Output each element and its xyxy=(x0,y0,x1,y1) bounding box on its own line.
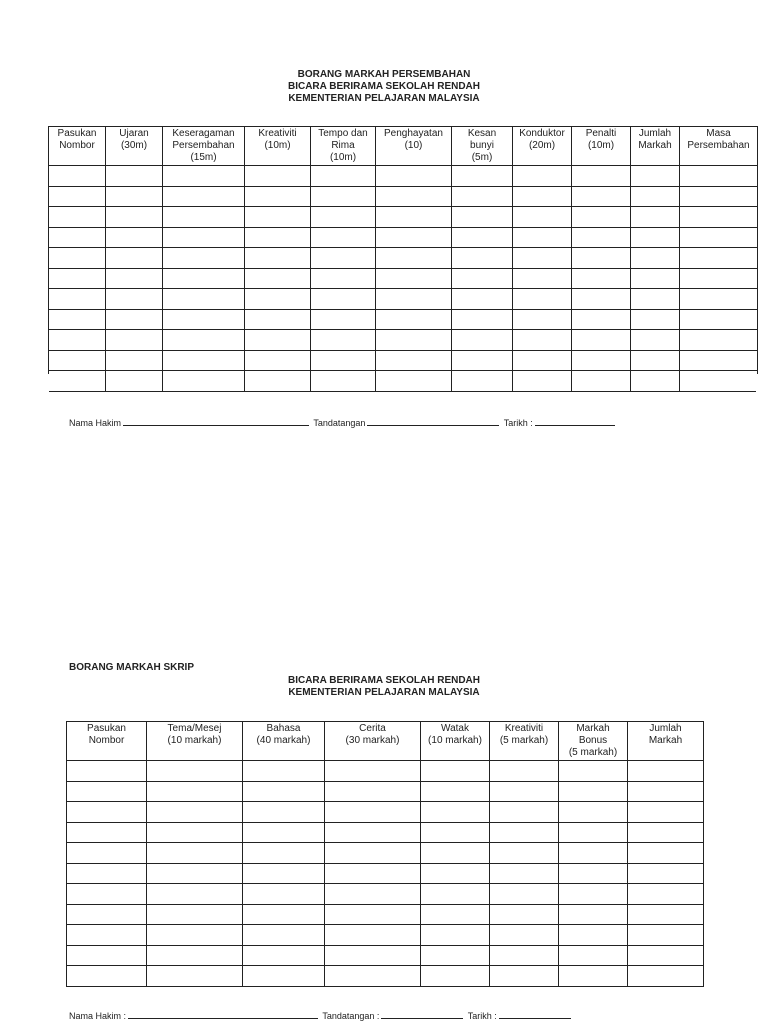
score-cell[interactable] xyxy=(325,802,421,823)
score-cell[interactable] xyxy=(49,186,106,207)
score-cell[interactable] xyxy=(49,350,106,371)
score-cell[interactable] xyxy=(243,904,325,925)
score-cell[interactable] xyxy=(311,248,376,269)
col-header-kreativiti: Kreativiti (10m) xyxy=(245,127,311,166)
table-row xyxy=(67,822,704,843)
score-cell[interactable] xyxy=(376,227,452,248)
score-cell[interactable] xyxy=(490,822,559,843)
score-cell[interactable] xyxy=(245,166,311,187)
score-cell[interactable] xyxy=(243,945,325,966)
score-cell[interactable] xyxy=(311,227,376,248)
table-row xyxy=(67,863,704,884)
score-cell[interactable] xyxy=(421,781,490,802)
score-cell[interactable] xyxy=(67,781,147,802)
score-cell[interactable] xyxy=(421,761,490,782)
score-cell[interactable] xyxy=(421,863,490,884)
nama-hakim-label: Nama Hakim xyxy=(69,418,122,428)
score-cell[interactable] xyxy=(147,966,243,987)
score-cell[interactable] xyxy=(67,761,147,782)
score-cell[interactable] xyxy=(49,227,106,248)
score-cell[interactable] xyxy=(452,289,513,310)
score-cell[interactable] xyxy=(631,207,680,228)
score-cell[interactable] xyxy=(49,371,106,392)
score-cell[interactable] xyxy=(325,822,421,843)
score-cell[interactable] xyxy=(559,884,628,905)
score-cell[interactable] xyxy=(513,227,572,248)
table-header-row xyxy=(49,127,758,166)
score-cell[interactable] xyxy=(311,350,376,371)
score-cell[interactable] xyxy=(490,884,559,905)
col-header-ujaran: Ujaran (30m) xyxy=(106,127,163,166)
score-cell[interactable] xyxy=(452,330,513,351)
score-cell[interactable] xyxy=(325,884,421,905)
score-cell[interactable] xyxy=(513,248,572,269)
score-cell[interactable] xyxy=(163,289,245,310)
score-cell[interactable] xyxy=(376,371,452,392)
score-cell[interactable] xyxy=(243,822,325,843)
col-header-kreativiti: Kreativiti (5 markah) xyxy=(490,722,559,761)
score-cell[interactable] xyxy=(245,268,311,289)
score-cell[interactable] xyxy=(163,166,245,187)
form2-signature-line xyxy=(69,1010,573,1021)
score-cell[interactable] xyxy=(513,166,572,187)
score-cell[interactable] xyxy=(680,350,758,371)
score-cell[interactable] xyxy=(572,289,631,310)
score-cell[interactable] xyxy=(490,925,559,946)
score-cell[interactable] xyxy=(376,186,452,207)
col-header-tempo-dan-rima: Tempo dan Rima (10m) xyxy=(311,127,376,166)
score-cell[interactable] xyxy=(67,822,147,843)
table-row xyxy=(49,166,758,187)
score-cell[interactable] xyxy=(490,761,559,782)
score-cell[interactable] xyxy=(452,248,513,269)
col-header-keseragaman: Keseragaman Persembahan (15m) xyxy=(163,127,245,166)
score-cell[interactable] xyxy=(490,843,559,864)
score-cell[interactable] xyxy=(106,309,163,330)
score-cell[interactable] xyxy=(572,207,631,228)
nama-hakim-field[interactable] xyxy=(128,1010,318,1019)
score-cell[interactable] xyxy=(163,207,245,228)
score-cell[interactable] xyxy=(490,945,559,966)
score-cell[interactable] xyxy=(243,802,325,823)
score-cell[interactable] xyxy=(631,268,680,289)
score-cell[interactable] xyxy=(147,904,243,925)
table-header-row xyxy=(67,722,704,761)
score-cell[interactable] xyxy=(67,904,147,925)
score-cell[interactable] xyxy=(49,207,106,228)
score-cell[interactable] xyxy=(559,802,628,823)
table-row xyxy=(49,268,758,289)
score-cell[interactable] xyxy=(559,843,628,864)
score-cell[interactable] xyxy=(49,248,106,269)
score-cell[interactable] xyxy=(490,904,559,925)
table-row xyxy=(67,781,704,802)
score-cell[interactable] xyxy=(245,227,311,248)
score-cell[interactable] xyxy=(245,371,311,392)
score-cell[interactable] xyxy=(628,863,704,884)
score-cell[interactable] xyxy=(147,802,243,823)
score-cell[interactable] xyxy=(421,822,490,843)
score-cell[interactable] xyxy=(628,904,704,925)
score-cell[interactable] xyxy=(245,309,311,330)
table-row xyxy=(67,904,704,925)
score-cell[interactable] xyxy=(680,289,758,310)
score-cell[interactable] xyxy=(67,925,147,946)
score-cell[interactable] xyxy=(421,843,490,864)
score-cell[interactable] xyxy=(245,330,311,351)
table-row xyxy=(49,248,758,269)
table-row xyxy=(49,227,758,248)
tandatangan-field[interactable] xyxy=(381,1010,463,1019)
persembahan-score-table xyxy=(48,126,758,392)
form2-title xyxy=(0,675,768,699)
score-cell[interactable] xyxy=(631,227,680,248)
score-cell[interactable] xyxy=(163,268,245,289)
score-cell[interactable] xyxy=(106,207,163,228)
score-cell[interactable] xyxy=(163,309,245,330)
score-cell[interactable] xyxy=(147,863,243,884)
score-cell[interactable] xyxy=(452,166,513,187)
table-row xyxy=(49,350,758,371)
score-cell[interactable] xyxy=(631,248,680,269)
score-cell[interactable] xyxy=(513,268,572,289)
score-cell[interactable] xyxy=(67,863,147,884)
score-cell[interactable] xyxy=(421,966,490,987)
col-header-watak: Watak (10 markah) xyxy=(421,722,490,761)
score-cell[interactable] xyxy=(680,268,758,289)
score-cell[interactable] xyxy=(243,761,325,782)
score-cell[interactable] xyxy=(106,289,163,310)
score-cell[interactable] xyxy=(325,966,421,987)
score-cell[interactable] xyxy=(421,945,490,966)
score-cell[interactable] xyxy=(680,166,758,187)
score-cell[interactable] xyxy=(243,966,325,987)
score-cell[interactable] xyxy=(680,227,758,248)
score-cell[interactable] xyxy=(163,330,245,351)
score-cell[interactable] xyxy=(680,371,758,392)
score-cell[interactable] xyxy=(376,268,452,289)
tarikh-label: Tarikh : xyxy=(467,1011,497,1021)
score-cell[interactable] xyxy=(311,330,376,351)
skrip-score-table xyxy=(66,721,704,987)
score-cell[interactable] xyxy=(147,822,243,843)
score-cell[interactable] xyxy=(67,802,147,823)
form1-title xyxy=(0,69,768,105)
table-row xyxy=(49,289,758,310)
score-cell[interactable] xyxy=(106,371,163,392)
score-cell[interactable] xyxy=(311,268,376,289)
score-cell[interactable] xyxy=(559,863,628,884)
score-cell[interactable] xyxy=(163,350,245,371)
score-cell[interactable] xyxy=(680,248,758,269)
score-cell[interactable] xyxy=(49,330,106,351)
tandatangan-field[interactable] xyxy=(367,417,499,426)
table-row xyxy=(49,371,758,392)
score-cell[interactable] xyxy=(559,925,628,946)
score-cell[interactable] xyxy=(67,843,147,864)
table1-right-edge-gap xyxy=(756,374,758,395)
score-cell[interactable] xyxy=(245,248,311,269)
score-cell[interactable] xyxy=(376,166,452,187)
score-cell[interactable] xyxy=(513,350,572,371)
col-header-bahasa: Bahasa (40 markah) xyxy=(243,722,325,761)
score-cell[interactable] xyxy=(513,289,572,310)
col-header-masa-persembahan: Masa Persembahan xyxy=(680,127,758,166)
score-cell[interactable] xyxy=(243,843,325,864)
col-header-jumlah-markah: Jumlah Markah xyxy=(628,722,704,761)
score-cell[interactable] xyxy=(49,289,106,310)
score-cell[interactable] xyxy=(147,945,243,966)
score-cell[interactable] xyxy=(572,227,631,248)
score-cell[interactable] xyxy=(572,268,631,289)
table-row xyxy=(67,966,704,987)
score-cell[interactable] xyxy=(106,186,163,207)
score-cell[interactable] xyxy=(490,781,559,802)
score-cell[interactable] xyxy=(245,289,311,310)
score-cell[interactable] xyxy=(245,186,311,207)
score-cell[interactable] xyxy=(147,884,243,905)
col-header-markah-bonus: Markah Bonus (5 markah) xyxy=(559,722,628,761)
score-cell[interactable] xyxy=(147,761,243,782)
score-cell[interactable] xyxy=(572,309,631,330)
score-cell[interactable] xyxy=(680,207,758,228)
score-cell[interactable] xyxy=(311,289,376,310)
table-row xyxy=(67,761,704,782)
score-cell[interactable] xyxy=(572,330,631,351)
score-cell[interactable] xyxy=(67,966,147,987)
nama-hakim-label: Nama Hakim : xyxy=(69,1011,127,1021)
table-row xyxy=(49,330,758,351)
score-cell[interactable] xyxy=(559,904,628,925)
form2-left-heading: BORANG MARKAH SKRIP xyxy=(69,662,194,673)
score-cell[interactable] xyxy=(243,884,325,905)
score-cell[interactable] xyxy=(631,186,680,207)
col-header-jumlah-markah: Jumlah Markah xyxy=(631,127,680,166)
score-cell[interactable] xyxy=(490,863,559,884)
score-cell[interactable] xyxy=(559,966,628,987)
score-cell[interactable] xyxy=(572,186,631,207)
score-cell[interactable] xyxy=(311,207,376,228)
score-cell[interactable] xyxy=(628,925,704,946)
col-header-penghayatan: Penghayatan (10) xyxy=(376,127,452,166)
score-cell[interactable] xyxy=(421,884,490,905)
score-cell[interactable] xyxy=(106,248,163,269)
score-cell[interactable] xyxy=(325,863,421,884)
score-cell[interactable] xyxy=(628,822,704,843)
tarikh-field[interactable] xyxy=(535,417,615,426)
score-cell[interactable] xyxy=(572,350,631,371)
score-cell[interactable] xyxy=(163,371,245,392)
col-header-pasukan-nombor: Pasukan Nombor xyxy=(67,722,147,761)
score-cell[interactable] xyxy=(513,207,572,228)
score-cell[interactable] xyxy=(490,802,559,823)
score-cell[interactable] xyxy=(628,966,704,987)
score-cell[interactable] xyxy=(452,268,513,289)
score-cell[interactable] xyxy=(311,186,376,207)
score-cell[interactable] xyxy=(376,248,452,269)
score-cell[interactable] xyxy=(311,309,376,330)
form1-title-line-2: BICARA BERIRAMA SEKOLAH RENDAH xyxy=(287,81,481,92)
score-cell[interactable] xyxy=(513,371,572,392)
score-cell[interactable] xyxy=(163,186,245,207)
score-cell[interactable] xyxy=(163,248,245,269)
table-row xyxy=(49,207,758,228)
form1-signature-line xyxy=(69,417,617,428)
score-cell[interactable] xyxy=(376,207,452,228)
score-cell[interactable] xyxy=(513,309,572,330)
col-header-tema-mesej: Tema/Mesej (10 markah) xyxy=(147,722,243,761)
score-cell[interactable] xyxy=(628,843,704,864)
score-cell[interactable] xyxy=(147,925,243,946)
score-cell[interactable] xyxy=(49,309,106,330)
score-cell[interactable] xyxy=(106,330,163,351)
table1-left-edge-gap xyxy=(47,374,49,395)
score-cell[interactable] xyxy=(311,166,376,187)
score-cell[interactable] xyxy=(631,289,680,310)
score-cell[interactable] xyxy=(452,371,513,392)
score-cell[interactable] xyxy=(163,227,245,248)
score-cell[interactable] xyxy=(680,309,758,330)
score-cell[interactable] xyxy=(572,248,631,269)
score-cell[interactable] xyxy=(513,186,572,207)
form1-title-line-1: BORANG MARKAH PERSEMBAHAN xyxy=(297,69,471,80)
score-cell[interactable] xyxy=(559,945,628,966)
score-cell[interactable] xyxy=(325,925,421,946)
score-cell[interactable] xyxy=(245,350,311,371)
score-cell[interactable] xyxy=(243,781,325,802)
table-row xyxy=(67,945,704,966)
score-cell[interactable] xyxy=(67,945,147,966)
score-cell[interactable] xyxy=(513,330,572,351)
score-cell[interactable] xyxy=(147,843,243,864)
score-cell[interactable] xyxy=(106,166,163,187)
score-cell[interactable] xyxy=(559,761,628,782)
score-cell[interactable] xyxy=(680,330,758,351)
score-cell[interactable] xyxy=(559,781,628,802)
form2-title-line-1: BICARA BERIRAMA SEKOLAH RENDAH xyxy=(287,675,481,686)
score-cell[interactable] xyxy=(106,350,163,371)
score-cell[interactable] xyxy=(325,761,421,782)
score-cell[interactable] xyxy=(106,268,163,289)
score-cell[interactable] xyxy=(572,166,631,187)
table-row xyxy=(67,843,704,864)
score-cell[interactable] xyxy=(680,186,758,207)
table-row xyxy=(67,884,704,905)
score-cell[interactable] xyxy=(376,350,452,371)
score-cell[interactable] xyxy=(631,350,680,371)
score-cell[interactable] xyxy=(631,330,680,351)
score-cell[interactable] xyxy=(631,309,680,330)
score-cell[interactable] xyxy=(628,781,704,802)
score-cell[interactable] xyxy=(628,884,704,905)
score-cell[interactable] xyxy=(572,371,631,392)
form1-title-line-3: KEMENTERIAN PELAJARAN MALAYSIA xyxy=(288,93,480,104)
tarikh-label: Tarikh : xyxy=(503,418,533,428)
score-cell[interactable] xyxy=(376,289,452,310)
score-cell[interactable] xyxy=(49,268,106,289)
score-cell[interactable] xyxy=(147,781,243,802)
score-cell[interactable] xyxy=(49,166,106,187)
tarikh-field[interactable] xyxy=(499,1010,571,1019)
table-row xyxy=(67,925,704,946)
score-cell[interactable] xyxy=(628,761,704,782)
score-cell[interactable] xyxy=(628,945,704,966)
table-row xyxy=(49,186,758,207)
score-cell[interactable] xyxy=(452,350,513,371)
score-cell[interactable] xyxy=(452,227,513,248)
col-header-konduktor: Konduktor (20m) xyxy=(513,127,572,166)
score-cell[interactable] xyxy=(243,863,325,884)
score-cell[interactable] xyxy=(243,925,325,946)
score-cell[interactable] xyxy=(325,781,421,802)
col-header-penalti: Penalti (10m) xyxy=(572,127,631,166)
score-cell[interactable] xyxy=(452,309,513,330)
score-cell[interactable] xyxy=(325,843,421,864)
score-cell[interactable] xyxy=(106,227,163,248)
tandatangan-label: Tandatangan xyxy=(313,418,366,428)
tandatangan-label: Tandatangan : xyxy=(322,1011,380,1021)
col-header-cerita: Cerita (30 markah) xyxy=(325,722,421,761)
score-cell[interactable] xyxy=(452,186,513,207)
score-cell[interactable] xyxy=(631,166,680,187)
table-row xyxy=(67,802,704,823)
score-cell[interactable] xyxy=(325,904,421,925)
score-cell[interactable] xyxy=(67,884,147,905)
score-cell[interactable] xyxy=(421,904,490,925)
score-cell[interactable] xyxy=(311,371,376,392)
form2-title-line-2: KEMENTERIAN PELAJARAN MALAYSIA xyxy=(288,687,480,698)
score-cell[interactable] xyxy=(421,925,490,946)
score-cell[interactable] xyxy=(376,309,452,330)
nama-hakim-field[interactable] xyxy=(123,417,309,426)
score-cell[interactable] xyxy=(325,945,421,966)
score-cell[interactable] xyxy=(628,802,704,823)
score-cell[interactable] xyxy=(631,371,680,392)
score-cell[interactable] xyxy=(421,802,490,823)
score-cell[interactable] xyxy=(559,822,628,843)
score-cell[interactable] xyxy=(490,966,559,987)
score-cell[interactable] xyxy=(452,207,513,228)
table-row xyxy=(49,309,758,330)
score-cell[interactable] xyxy=(376,330,452,351)
score-cell[interactable] xyxy=(245,207,311,228)
col-header-kesan-bunyi: Kesan bunyi (5m) xyxy=(452,127,513,166)
col-header-pasukan-nombor: Pasukan Nombor xyxy=(49,127,106,166)
